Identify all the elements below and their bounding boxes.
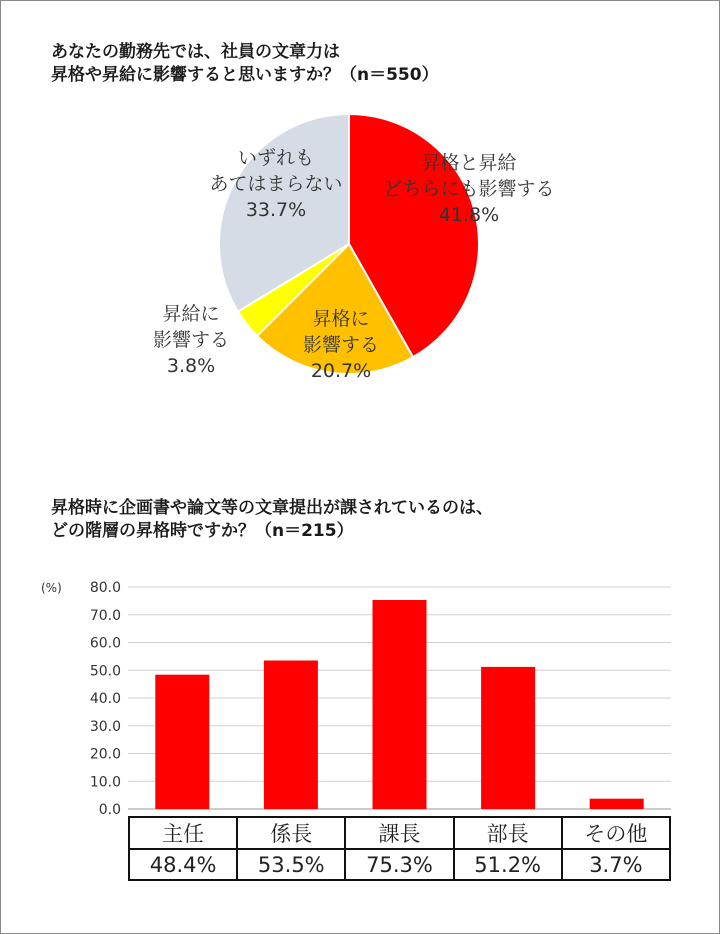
pie-slice-label: 昇給に影響する 3.8% (152, 303, 230, 377)
category-cell: その他 (562, 817, 670, 849)
y-tick-label: 40.0 (89, 691, 121, 707)
pie-chart (1, 101, 720, 401)
y-tick-label: 0.0 (98, 802, 121, 816)
bar-data-table (128, 816, 671, 881)
category-cell: 係長 (237, 817, 345, 849)
category-row (129, 817, 670, 849)
bar-title-line-1: 昇格時に企画書や論文等の文章提出が課されているのは、 (51, 498, 493, 518)
value-row (129, 849, 670, 880)
y-tick-label: 70.0 (89, 607, 121, 624)
value-cell: 3.7% (562, 849, 670, 880)
value-cell: 48.4% (129, 849, 237, 880)
pie-title-line-1: あなたの勤務先では、社員の文章力は (51, 42, 340, 62)
bar (590, 799, 644, 809)
category-cell: 部長 (454, 817, 562, 849)
bar (155, 675, 209, 809)
pie-slice-label: 昇格と昇給どちらにも影響する 41.8% (383, 152, 555, 226)
pie-title-line-2: 昇格や昇給に影響すると思いますか？（n＝550） (51, 65, 439, 85)
bar-title-line-2: どの階層の昇格時ですか？（n＝215） (51, 521, 354, 541)
value-cell: 75.3% (345, 849, 453, 880)
y-tick-label: 80.0 (89, 580, 121, 596)
bar (481, 667, 535, 809)
bar (264, 661, 318, 810)
y-unit-label: (%) (41, 581, 62, 595)
pie-chart-title (51, 41, 439, 87)
pie-slice-label: 昇格に影響する 20.7% (302, 308, 380, 382)
category-cell: 課長 (345, 817, 453, 849)
pie-slice-label: いずれもあてはまらない 33.7% (209, 147, 343, 221)
category-cell: 主任 (129, 817, 237, 849)
value-cell: 51.2% (454, 849, 562, 880)
y-tick-label: 50.0 (89, 663, 121, 680)
y-tick-label: 20.0 (89, 746, 121, 763)
bar (373, 600, 427, 809)
y-tick-label: 10.0 (89, 774, 121, 791)
y-tick-label: 30.0 (89, 718, 121, 735)
bar-chart-title (51, 497, 493, 543)
y-tick-label: 60.0 (89, 635, 121, 652)
value-cell: 53.5% (237, 849, 345, 880)
bar-chart (1, 571, 720, 816)
